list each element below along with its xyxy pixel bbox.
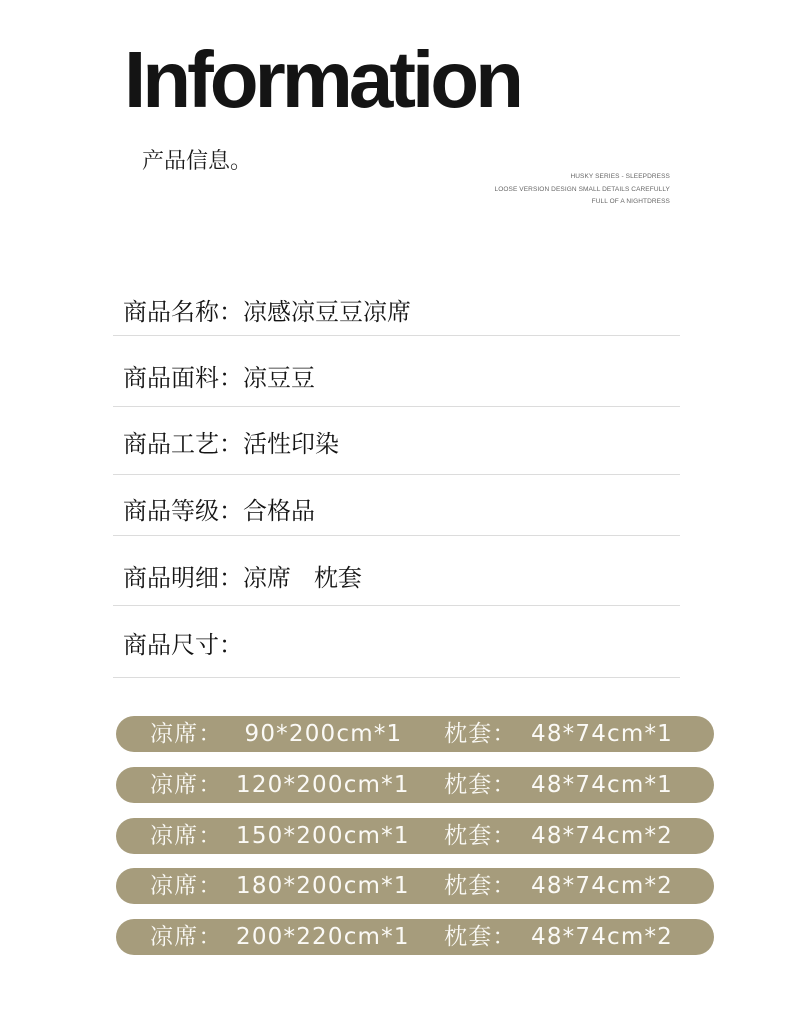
mat-size: 90*200cm*1 <box>236 721 403 747</box>
info-row-size <box>113 606 680 678</box>
size-option <box>116 767 714 803</box>
info-label: 商品等级： <box>123 497 243 525</box>
case-label: 枕套： <box>444 772 517 798</box>
size-option <box>116 868 714 904</box>
size-option <box>116 818 714 854</box>
page-title: Information <box>124 35 520 124</box>
info-row-process <box>113 407 680 475</box>
case-label: 枕套： <box>444 721 517 747</box>
info-label: 商品明细： <box>123 564 243 592</box>
page-subtitle: 产品信息。 <box>142 149 253 174</box>
info-value: 凉豆豆 <box>243 364 315 392</box>
case-label: 枕套： <box>444 924 517 950</box>
case-label: 枕套： <box>444 823 517 849</box>
info-row-grade <box>113 475 680 536</box>
tagline-line: HUSKY SERIES - SLEEPDRESS <box>570 173 670 180</box>
info-value: 活性印染 <box>243 430 339 458</box>
info-row-fabric <box>113 336 680 407</box>
mat-size: 180*200cm*1 <box>236 873 410 899</box>
mat-label: 凉席： <box>150 721 223 747</box>
mat-size: 120*200cm*1 <box>236 772 410 798</box>
tagline-line: FULL OF A NIGHTDRESS <box>591 198 670 205</box>
info-row-details <box>113 536 680 606</box>
mat-size: 150*200cm*1 <box>236 823 410 849</box>
case-size: 48*74cm*1 <box>531 772 674 798</box>
case-size: 48*74cm*2 <box>531 823 674 849</box>
info-label: 商品面料： <box>123 364 243 392</box>
info-value: 凉感凉豆豆凉席 <box>243 298 411 326</box>
info-label: 商品尺寸： <box>123 631 243 659</box>
case-size: 48*74cm*1 <box>531 721 674 747</box>
case-label: 枕套： <box>444 873 517 899</box>
size-option <box>116 716 714 752</box>
tagline-line: LOOSE VERSION DESIGN SMALL DETAILS CAREFULLY <box>494 185 670 193</box>
info-label: 商品工艺： <box>123 430 243 458</box>
mat-label: 凉席： <box>150 873 223 899</box>
tagline <box>495 171 671 209</box>
case-size: 48*74cm*2 <box>531 924 674 950</box>
info-value: 凉席 枕套 <box>243 564 362 592</box>
case-size: 48*74cm*2 <box>531 873 674 899</box>
mat-label: 凉席： <box>150 823 223 849</box>
size-option <box>116 919 714 955</box>
info-label: 商品名称： <box>123 298 243 326</box>
info-value: 合格品 <box>243 497 315 525</box>
mat-label: 凉席： <box>150 924 223 950</box>
mat-label: 凉席： <box>150 772 223 798</box>
mat-size: 200*220cm*1 <box>236 924 410 950</box>
info-row-name <box>113 270 680 336</box>
